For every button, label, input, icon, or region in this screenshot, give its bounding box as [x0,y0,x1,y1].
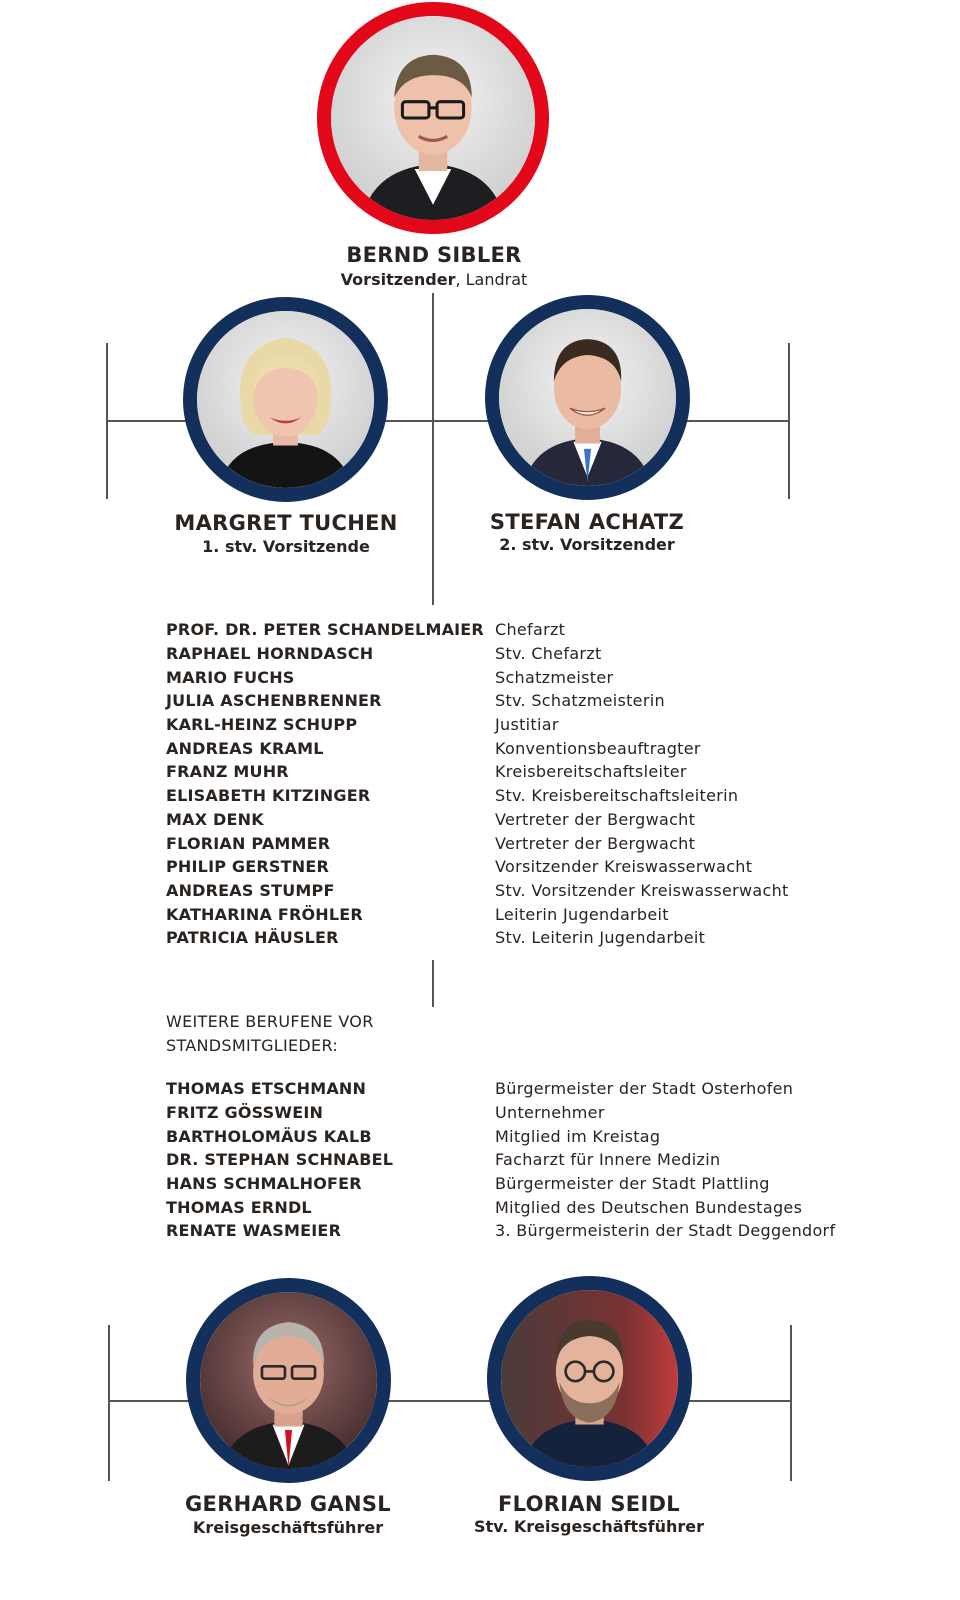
member-function: Mitglied des Deutschen Bundestages [495,1197,803,1217]
member-function: Justitiar [495,715,559,735]
portrait-photo-icon [200,1292,377,1469]
member-name: PROF. DR. PETER SCHANDELMAIER [166,620,484,640]
member-function: Vertreter der Bergwacht [495,809,696,829]
member-function: Vertreter der Bergwacht [495,833,696,853]
chair-role-office: , Landrat [455,270,528,289]
manager-2-role: Stv. Kreisgeschäftsführer [473,1517,705,1536]
list-item [166,1124,866,1148]
member-function: Bürgermeister der Stadt Osterhofen [495,1079,794,1099]
member-function: Stv. Chefarzt [495,644,602,664]
manager-1-role: Kreisgeschäftsführer [192,1518,384,1537]
member-function: Schatzmeister [495,667,614,687]
member-name: FRITZ GÖSSWEIN [166,1103,324,1123]
connector-right-bracket [788,343,790,499]
connector-left-bracket [106,343,108,499]
portrait-photo-icon [501,1290,678,1467]
appointed-heading-line-1: WEITERE BERUFENE VOR [166,1012,374,1031]
member-function: Stv. Schatzmeisterin [495,691,665,711]
member-function: Konventionsbeauftragter [495,738,701,758]
chair-role-title: Vorsitzender [340,270,456,289]
list-item [166,689,866,713]
member-name: FRANZ MUHR [166,762,289,782]
connector-trunk-middle [432,960,434,1007]
portrait-photo-icon [499,309,676,486]
member-function: Bürgermeister der Stadt Plattling [495,1174,770,1194]
board-list [166,618,866,950]
list-item [166,1077,866,1101]
member-name: PHILIP GERSTNER [166,857,329,877]
list-item [166,855,866,879]
list-item [166,1172,866,1196]
member-function: Stv. Vorsitzender Kreiswasserwacht [495,880,789,900]
member-name: RAPHAEL HORNDASCH [166,644,374,664]
member-name: MAX DENK [166,809,264,829]
list-item [166,665,866,689]
manager-2-portrait [487,1276,692,1481]
deputy-2-role: 2. stv. Vorsitzender [499,535,675,554]
list-item [166,1101,866,1125]
member-function: Mitglied im Kreistag [495,1126,661,1146]
manager-1-name: GERHARD GANSL [185,1492,391,1516]
list-item [166,926,866,950]
deputy-1-name: MARGRET TUCHEN [174,511,398,535]
member-name: ANDREAS KRAML [166,738,324,758]
member-function: 3. Bürgermeisterin der Stadt Deggendorf [495,1221,836,1241]
member-name: BARTHOLOMÄUS KALB [166,1126,372,1146]
list-item [166,618,866,642]
list-item [166,736,866,760]
member-function: Vorsitzender Kreiswasserwacht [495,857,753,877]
list-item [166,1219,866,1243]
member-name: THOMAS ERNDL [166,1197,312,1217]
manager-2-name: FLORIAN SEIDL [498,1492,680,1516]
appointed-heading [166,1010,374,1058]
member-function: Stv. Kreisbereitschaftsleiterin [495,786,739,806]
member-name: ANDREAS STUMPF [166,880,335,900]
chair-portrait [317,2,549,234]
member-name: RENATE WASMEIER [166,1221,342,1241]
member-name: KATHARINA FRÖHLER [166,904,363,924]
member-name: PATRICIA HÄUSLER [166,928,339,948]
connector-right-bracket-bottom [790,1325,792,1481]
member-name: DR. STEPHAN SCHNABEL [166,1150,394,1170]
list-item [166,1195,866,1219]
member-name: HANS SCHMALHOFER [166,1174,362,1194]
connector-trunk-upper [432,293,434,605]
member-function: Unternehmer [495,1103,605,1123]
member-function: Stv. Leiterin Jugendarbeit [495,928,706,948]
member-name: MARIO FUCHS [166,667,295,687]
deputy-1-role: 1. stv. Vorsitzende [202,537,370,556]
appointed-heading-line-2: STANDSMITGLIEDER: [166,1036,339,1055]
portrait-photo-icon [331,16,535,220]
list-item [166,879,866,903]
connector-left-bracket-bottom [108,1325,110,1481]
chair-role [284,270,584,289]
list-item [166,831,866,855]
list-item [166,1148,866,1172]
member-name: ELISABETH KITZINGER [166,786,371,806]
member-function: Chefarzt [495,620,566,640]
list-item [166,760,866,784]
member-name: FLORIAN PAMMER [166,833,331,853]
list-item [166,713,866,737]
deputy-1-portrait [183,297,388,502]
member-name: THOMAS ETSCHMANN [166,1079,367,1099]
list-item [166,642,866,666]
list-item [166,808,866,832]
member-function: Kreisbereitschaftsleiter [495,762,687,782]
member-function: Facharzt für Innere Medizin [495,1150,721,1170]
portrait-photo-icon [197,311,374,488]
chair-name: BERND SIBLER [346,243,522,267]
member-name: KARL-HEINZ SCHUPP [166,715,358,735]
deputy-2-name: STEFAN ACHATZ [489,510,685,534]
list-item [166,784,866,808]
member-function: Leiterin Jugendarbeit [495,904,669,924]
list-item [166,902,866,926]
manager-1-portrait [186,1278,391,1483]
member-name: JULIA ASCHENBRENNER [166,691,382,711]
deputy-2-portrait [485,295,690,500]
appointed-list [166,1077,866,1243]
